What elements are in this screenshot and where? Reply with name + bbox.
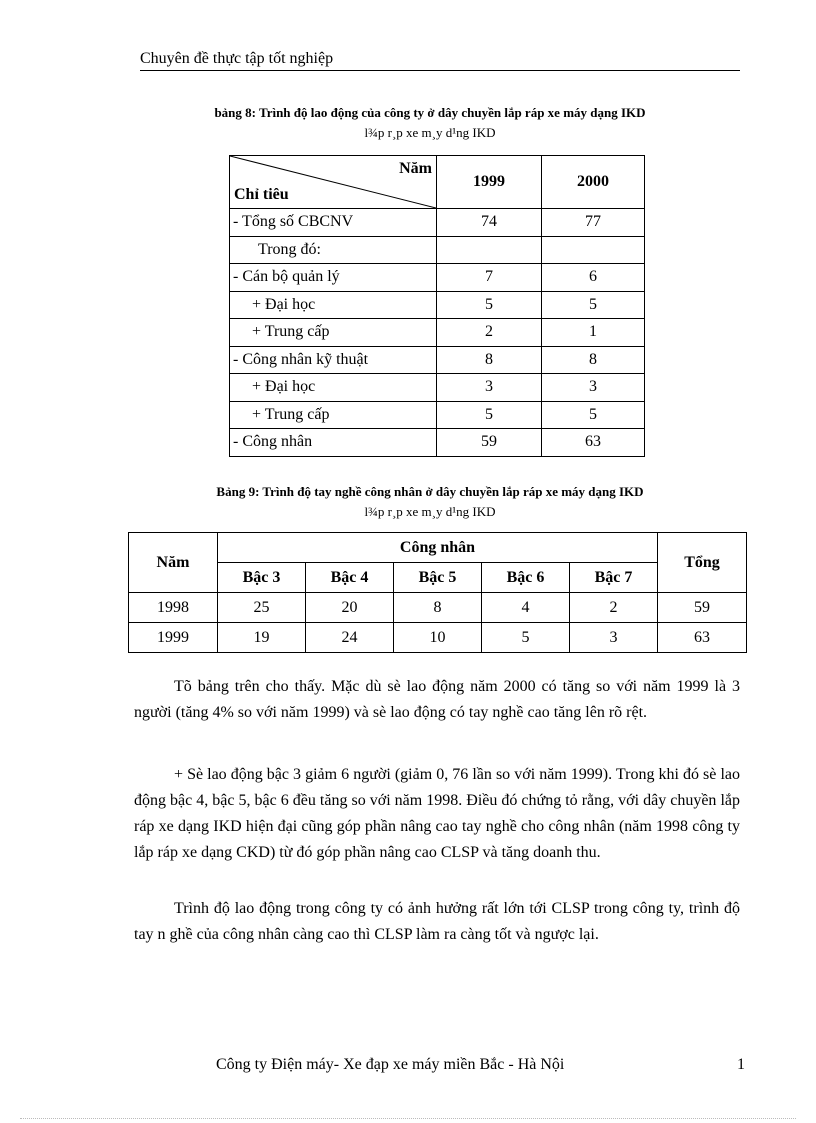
table9-level-row [129,563,747,593]
year-cell: 1999 [129,623,218,653]
page-header: Chuyên đề thực tập tốt nghiệp [140,50,740,71]
total-header: Tổng [658,533,747,593]
table8-corner-cell [230,156,437,209]
cell-1999: 2 [437,319,542,347]
value-cell: 20 [306,593,394,623]
cell-1999: 8 [437,346,542,374]
table9 [128,532,747,653]
group-header: Công nhân [218,533,658,563]
cell-2000: 1 [542,319,645,347]
cell-2000: 5 [542,291,645,319]
cell-2000: 63 [542,429,645,457]
corner-indicator-label: Chỉ tiêu [234,186,289,203]
table9-caption [100,482,760,522]
table8 [229,155,645,457]
cell-2000: 77 [542,209,645,237]
table9-header-row [129,533,747,563]
table-row [230,374,645,402]
row-label: - Công nhân kỹ thuật [230,346,437,374]
table9-caption-line2: l¾p r¸p xe m¸y d¹ng IKD [364,504,496,519]
value-cell: 2 [570,593,658,623]
value-cell: 3 [570,623,658,653]
cell-1999 [437,236,542,264]
cell-1999: 5 [437,291,542,319]
cell-1999: 74 [437,209,542,237]
cell-2000: 6 [542,264,645,292]
table-row [230,346,645,374]
table-row [230,401,645,429]
table8-caption-line2: l¾p r¸p xe m¸y d¹ng IKD [364,125,496,140]
row-label: - Công nhân [230,429,437,457]
table-row [129,623,747,653]
value-cell: 8 [394,593,482,623]
table8-caption [100,103,760,143]
cell-2000: 8 [542,346,645,374]
cell-1999: 3 [437,374,542,402]
table9-caption-line1: Bảng 9: Trình độ tay nghề công nhân ở dây chuyền lắp ráp xe máy dạng IKD [216,484,644,499]
row-label: + Đại học [230,291,437,319]
value-cell: 4 [482,593,570,623]
total-cell: 59 [658,593,747,623]
row-label: + Trung cấp [230,401,437,429]
cell-2000: 5 [542,401,645,429]
table-row [230,209,645,237]
value-cell: 19 [218,623,306,653]
value-cell: 10 [394,623,482,653]
total-cell: 63 [658,623,747,653]
table-row [230,264,645,292]
year-header: Năm [129,533,218,593]
level-header: Bậc 6 [482,563,570,593]
level-header: Bậc 5 [394,563,482,593]
year-cell: 1998 [129,593,218,623]
value-cell: 25 [218,593,306,623]
table8-year-header: 1999 [437,156,542,209]
cell-1999: 5 [437,401,542,429]
table8-caption-line1: bảng 8: Trình độ lao động của công ty ở dây chuyền lắp ráp xe máy dạng IKD [214,105,646,120]
paragraph: Trình độ lao động trong công ty có ảnh hưởng rất lớn tới CLSP trong công ty, trình độ tay n ghề của công nhân càng cao thì CLSP làm ra càng tốt và ngược lại. [134,900,740,943]
paragraph: + Sè lao động bậc 3 giảm 6 người (giảm 0, 76 lần so với năm 1999). Trong khi đó sè lao động bậc 4, bậc 5, bậc 6 đều tăng so với năm 1998. Điều đó chứng tỏ rằng, với dây chuyền lắp ráp xe dạng IKD hiện đại cũng góp phần nâng cao tay nghề cho công nhân (năm 1998 công ty lắp ráp xe dạng CKD) từ đó góp phần nâng cao CLSP và tăng doanh thu. [134,766,740,861]
row-label: Trong đó: [230,236,437,264]
level-header: Bậc 7 [570,563,658,593]
level-header: Bậc 3 [218,563,306,593]
cell-2000 [542,236,645,264]
paragraph: Tõ bảng trên cho thấy. Mặc dù sè lao động năm 2000 có tăng so với năm 1999 là 3 người (tăng 4% so với năm 1999) và sè lao động có tay nghề cao tăng lên rõ rệt. [134,678,740,721]
table-row [230,236,645,264]
footer-company: Công ty Điện máy- Xe đạp xe máy miền Bắc - Hà Nội [216,1056,565,1073]
cell-1999: 7 [437,264,542,292]
table8-header-row [230,156,645,209]
table8-year-header: 2000 [542,156,645,209]
value-cell: 24 [306,623,394,653]
cell-1999: 59 [437,429,542,457]
page-bottom-border [20,1118,796,1119]
table-row [230,291,645,319]
level-header: Bậc 4 [306,563,394,593]
table-row [230,319,645,347]
row-label: - Tổng số CBCNV [230,209,437,237]
row-label: - Cán bộ quản lý [230,264,437,292]
row-label: + Trung cấp [230,319,437,347]
page-number: 1 [737,1056,745,1073]
table-row [129,593,747,623]
corner-year-label: Năm [399,160,432,177]
table-row [230,429,645,457]
value-cell: 5 [482,623,570,653]
cell-2000: 3 [542,374,645,402]
row-label: + Đại học [230,374,437,402]
